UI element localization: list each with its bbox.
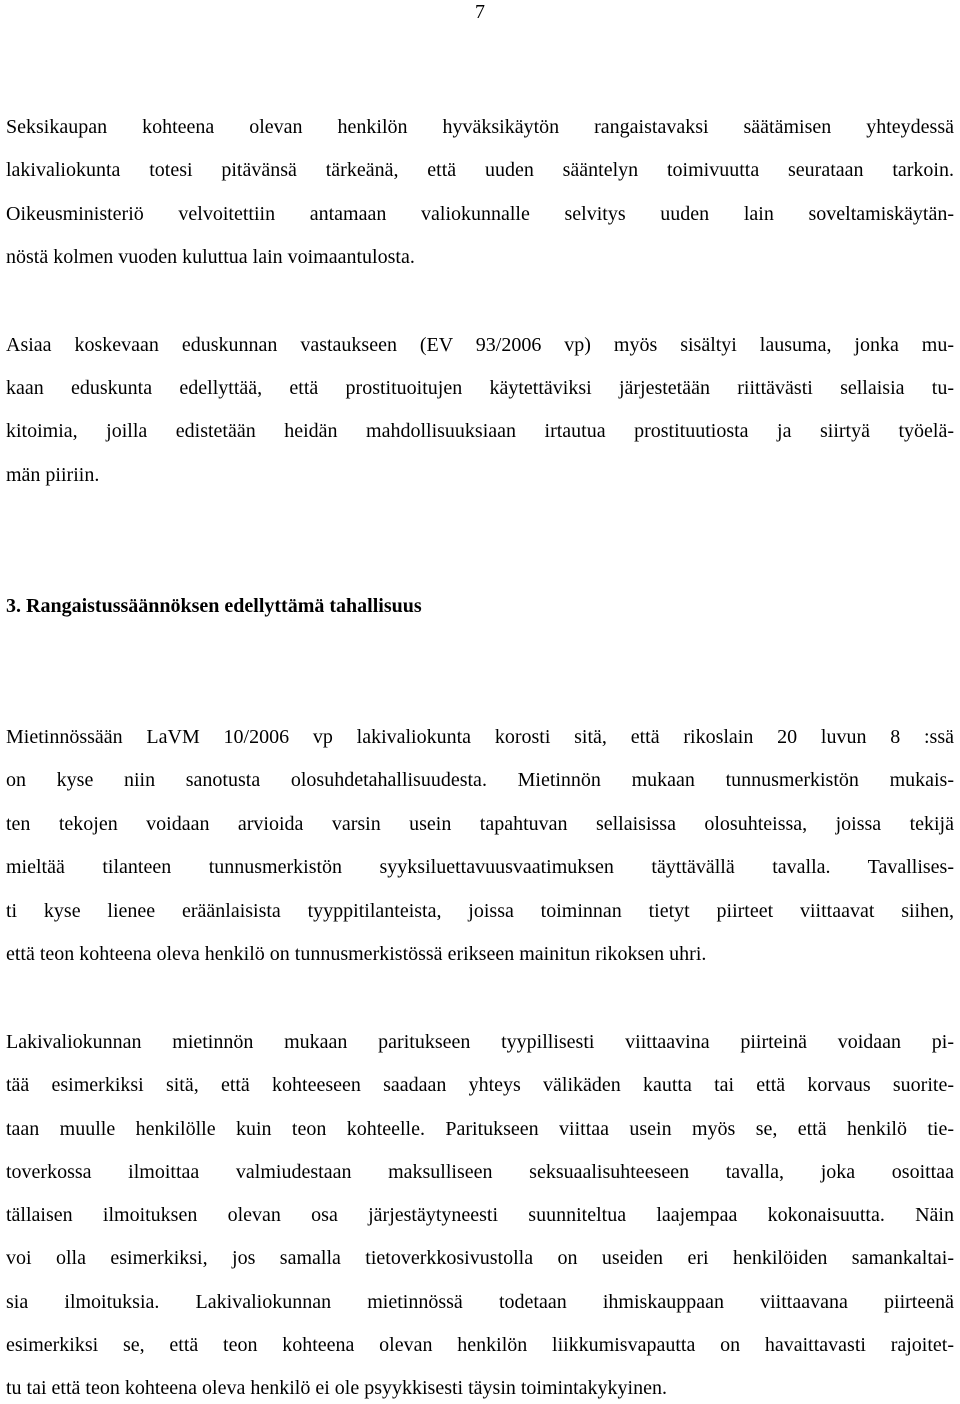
text-line: tällaisen ilmoituksen olevan osa järjestäytyneesti suunniteltua laajempaa kokonaisuutta. Näin: [6, 1204, 954, 1226]
text-line: toverkossa ilmoittaa valmiudestaan maksulliseen seksuaalisuhteeseen tavalla, joka osoittaa: [6, 1161, 954, 1183]
page-number: 7: [475, 1, 485, 23]
text-line: voi olla esimerkiksi, jos samalla tietoverkkosivustolla on useiden eri henkilöiden samankaltai-: [6, 1247, 954, 1269]
text-line: taan muulle henkilölle kuin teon kohteelle. Paritukseen viittaa usein myös se, että henkilö tie-: [6, 1118, 954, 1140]
text-line: esimerkiksi se, että teon kohteena olevan henkilön liikkumisvapautta on havaittavasti rajoitet-: [6, 1334, 954, 1356]
text-line: män piiriin.: [6, 464, 100, 486]
text-line: Asiaa koskevaan eduskunnan vastaukseen (EV 93/2006 vp) myös sisältyi lausuma, jonka mu-: [6, 334, 954, 356]
text-line: mieltää tilanteen tunnusmerkistön syyksiluettavuusvaatimuksen täyttävällä tavalla. Tavallises-: [6, 856, 954, 878]
section-heading: 3. Rangaistussäännöksen edellyttämä tahallisuus: [6, 595, 422, 617]
text-line: kaan eduskunta edellyttää, että prostituoitujen käytettäviksi järjestetään riittävästi sellaisia tu-: [6, 377, 954, 399]
text-line: Oikeusministeriö velvoitettiin antamaan valiokunnalle selvitys uuden lain soveltamiskäytän-: [6, 203, 954, 225]
text-line: sia ilmoituksia. Lakivaliokunnan mietinnössä todetaan ihmiskauppaan viittaavana piirteenä: [6, 1291, 954, 1313]
text-line: nöstä kolmen vuoden kuluttua lain voimaantulosta.: [6, 246, 415, 268]
text-line: Mietinnössään LaVM 10/2006 vp lakivaliokunta korosti sitä, että rikoslain 20 luvun 8 :ssä: [6, 726, 954, 748]
text-line: kitoimia, joilla edistetään heidän mahdollisuuksiaan irtautua prostituutiosta ja siirtyä työelä-: [6, 420, 954, 442]
text-line: on kyse niin sanotusta olosuhdetahallisuudesta. Mietinnön mukaan tunnusmerkistön mukais-: [6, 769, 954, 791]
text-line: että teon kohteena oleva henkilö on tunnusmerkistössä erikseen mainitun rikoksen uhri.: [6, 943, 707, 965]
text-line: Lakivaliokunnan mietinnön mukaan paritukseen tyypillisesti viittaavina piirteinä voidaan pi-: [6, 1031, 954, 1053]
text-line: tu tai että teon kohteena oleva henkilö ei ole psyykkisesti täysin toimintakykyinen.: [6, 1377, 667, 1399]
text-line: tää esimerkiksi sitä, että kohteeseen saadaan yhteys välikäden kautta tai että korvaus suorite-: [6, 1074, 954, 1096]
text-line: ti kyse lienee eräänlaisista tyyppitilanteista, joissa toiminnan tietyt piirteet viittaavat siihen,: [6, 900, 954, 922]
text-line: ten tekojen voidaan arvioida varsin usein tapahtuvan sellaisissa olosuhteissa, joissa tekijä: [6, 813, 954, 835]
text-line: lakivaliokunta totesi pitävänsä tärkeänä, että uuden sääntelyn toimivuutta seurataan tarkoin.: [6, 159, 954, 181]
text-line: Seksikaupan kohteena olevan henkilön hyväksikäytön rangaistavaksi säätämisen yhteydessä: [6, 116, 954, 138]
